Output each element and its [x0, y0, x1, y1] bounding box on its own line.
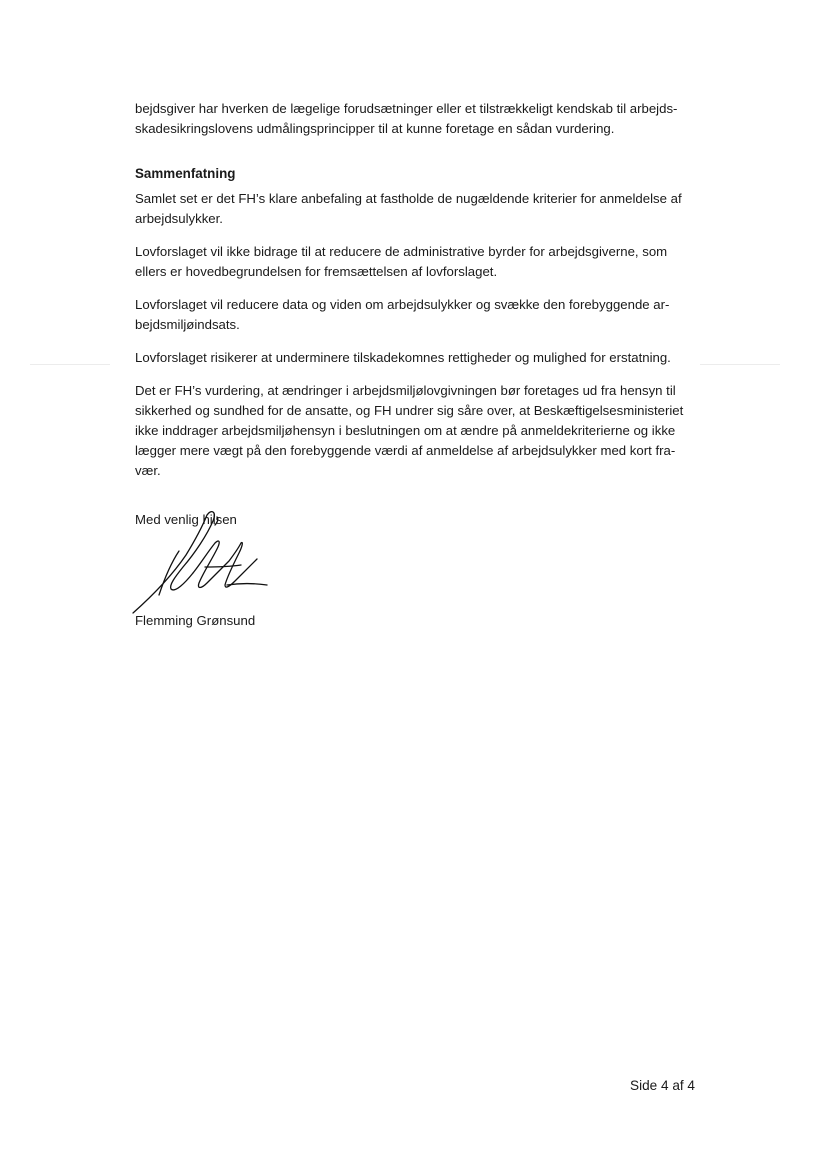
scan-artifact-right — [700, 364, 780, 365]
signature-block — [135, 537, 695, 628]
page-number: Side 4 af 4 — [630, 1078, 695, 1093]
paragraph: Lovforslaget vil reducere data og viden om arbejdsulykker og svække den forebyggende ar-bejdsmiljøindsats. — [135, 297, 670, 332]
scan-artifact-left — [30, 364, 110, 365]
section-heading: Sammenfatning — [135, 166, 236, 181]
intro-paragraph: bejdsgiver har hverken de lægelige forudsætninger eller et tilstrækkeligt kendskab til arbejds-skadesikringslovens udmålingsprincipper til at kunne foretage en sådan vurdering. — [135, 101, 678, 136]
closing-salutation: Med venlig hilsen — [135, 512, 237, 527]
paragraph: Lovforslaget vil ikke bidrage til at reducere de administrative byrder for arbejdsgiverne, som ellers er hovedbegrundelsen for fremsættelsen af lovforslaget. — [135, 244, 668, 279]
handwritten-signature — [131, 507, 271, 617]
paragraph: Lovforslaget risikerer at underminere tilskadekomnes rettigheder og mulighed for erstatning. — [135, 350, 671, 365]
paragraph: Det er FH’s vurdering, at ændringer i arbejdsmiljølovgivningen bør foretages ud fra hensyn til sikkerhed og sundhed for de ansatte, og FH undrer sig såre over, at Beskæftigelsesministeriet ikke inddrager arbejdsmiljøhensyn i beslutningen om at ændre på anmeldekriterierne og ikke lægger mere vægt på den forebyggende værdi af anmeldelse af arbejdsulykker med kort fra-vær. — [135, 383, 684, 478]
paragraph: Samlet set er det FH’s klare anbefaling at fastholde de nugældende kriterier for anmeldelse af arbejdsulykker. — [135, 191, 682, 226]
signer-name: Flemming Grønsund — [135, 613, 256, 628]
letter-body — [135, 99, 695, 628]
